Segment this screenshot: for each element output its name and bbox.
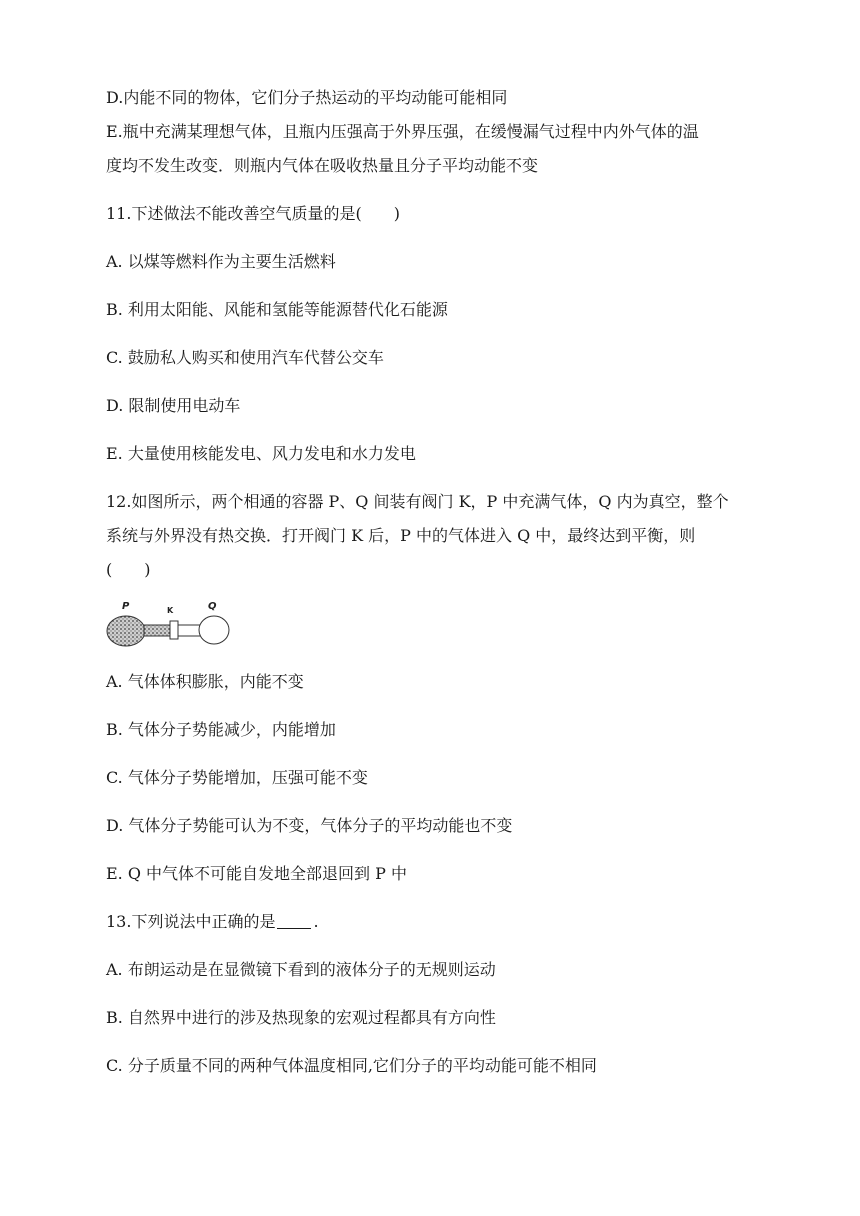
valve-k	[170, 621, 178, 639]
label-p: P	[122, 601, 130, 612]
q12-stem-line3: ( )	[106, 560, 151, 579]
q13-option-b: B. 自然界中进行的涉及热现象的宏观过程都具有方向性	[106, 1008, 496, 1027]
label-k: K	[167, 606, 174, 615]
q11-option-a: A. 以煤等燃料作为主要生活燃料	[106, 252, 336, 271]
container-q	[199, 616, 229, 644]
q11-option-c: C. 鼓励私人购买和使用汽车代替公交车	[106, 348, 384, 367]
q10-option-d: D.内能不同的物体，它们分子热运动的平均动能可能相同	[106, 88, 508, 107]
q11-option-b: B. 利用太阳能、风能和氢能等能源替代化石能源	[106, 300, 448, 319]
q12-option-b: B. 气体分子势能减少，内能增加	[106, 720, 336, 739]
container-p	[107, 616, 145, 646]
q13-option-c: C. 分子质量不同的两种气体温度相同,它们分子的平均动能可能不相同	[106, 1056, 597, 1075]
q13-stem-text: 13.下列说法中正确的是	[106, 912, 276, 931]
q12-option-d: D. 气体分子势能可认为不变，气体分子的平均动能也不变	[106, 816, 513, 835]
q12-option-e: E. Q 中气体不可能自发地全部退回到 P 中	[106, 864, 407, 883]
q13-option-a: A. 布朗运动是在显微镜下看到的液体分子的无规则运动	[106, 960, 496, 979]
q12-stem-line2: 系统与外界没有热交换．打开阀门 K 后，P 中的气体进入 Q 中，最终达到平衡，则	[106, 526, 696, 545]
q12-option-a: A. 气体体积膨胀，内能不变	[106, 672, 304, 691]
q10-option-e-line2: 度均不发生改变．则瓶内气体在吸收热量且分子平均动能不变	[106, 156, 539, 175]
pipe-filled	[144, 625, 170, 636]
q13-stem	[106, 911, 319, 933]
q10-option-e-line1: E.瓶中充满某理想气体，且瓶内压强高于外界压强，在缓慢漏气过程中内外气体的温	[106, 122, 699, 141]
container-valve-figure	[104, 600, 236, 652]
q12-stem-line1: 12.如图所示，两个相通的容器 P、Q 间装有阀门 K，P 中充满气体，Q 内为真空，整个	[106, 492, 729, 511]
q12-option-c: C. 气体分子势能增加，压强可能不变	[106, 768, 368, 787]
answer-blank	[277, 912, 311, 929]
q11-option-d: D. 限制使用电动车	[106, 396, 241, 415]
q11-stem: 11.下述做法不能改善空气质量的是( )	[106, 204, 400, 223]
label-q: Q	[208, 601, 217, 612]
q13-stem-end: .	[313, 912, 319, 931]
q11-option-e: E. 大量使用核能发电、风力发电和水力发电	[106, 444, 416, 463]
